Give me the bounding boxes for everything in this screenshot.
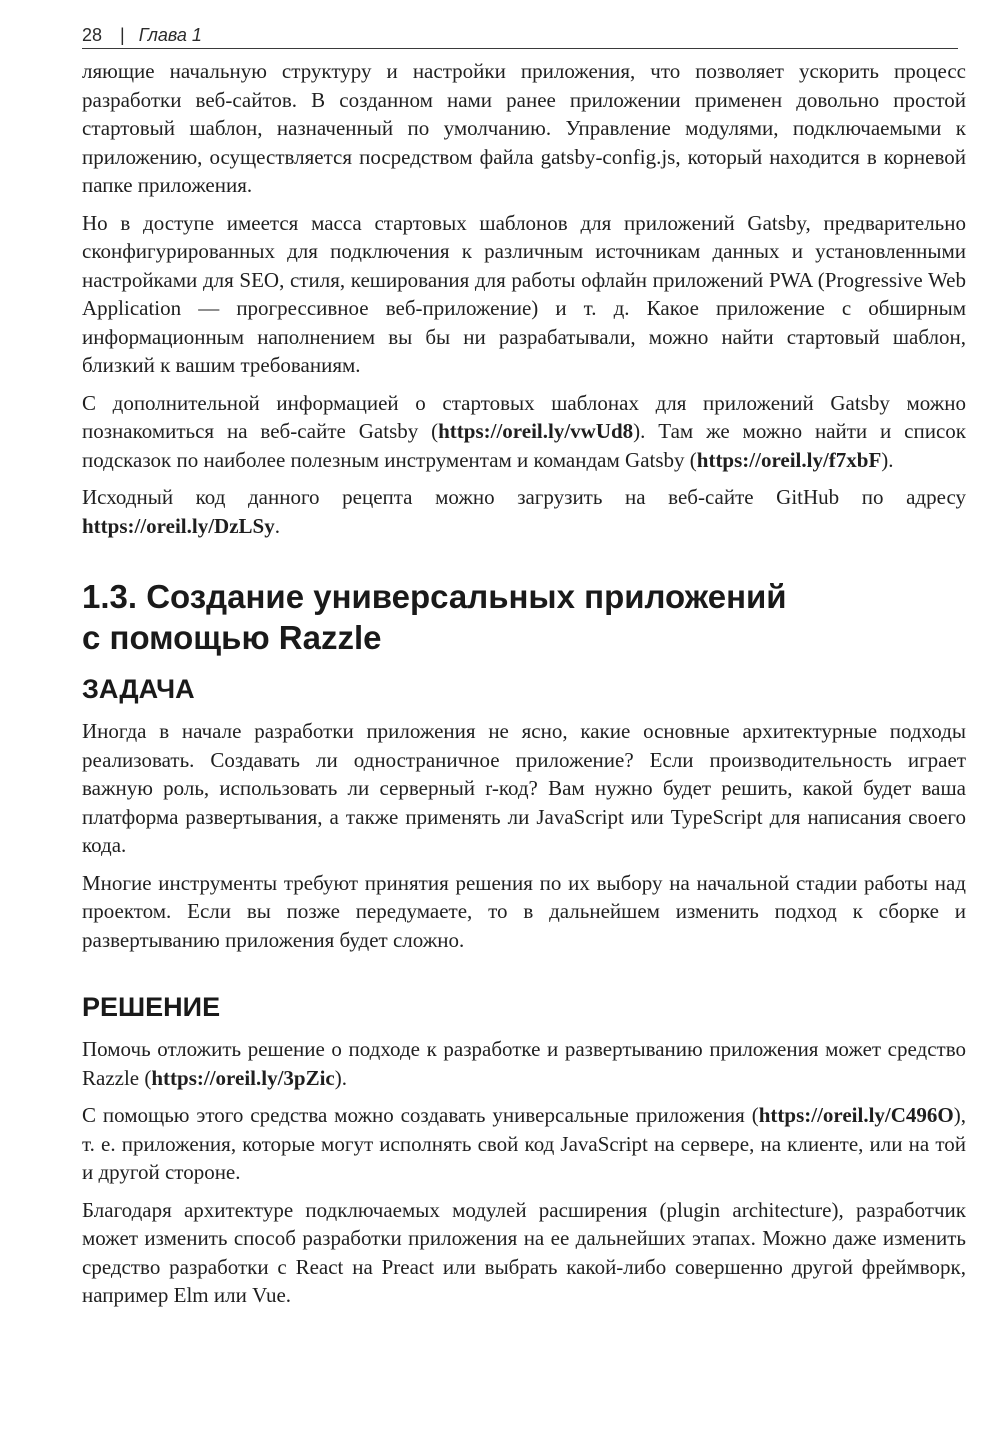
razzle-link[interactable]: https://oreil.ly/3pZic — [151, 1065, 335, 1090]
book-page — [82, 22, 966, 1319]
gatsby-cheatsheet-link[interactable]: https://oreil.ly/f7xbF — [696, 447, 882, 472]
paragraph-text: ). — [334, 1065, 347, 1090]
paragraph: ляющие начальную структуру и настройки приложения, что позволяет ускорить процесс разработки веб-сайтов. В созданном нами ранее приложении применен довольно простой стартовый шаблон, назначенный по умолчанию. Управление модулями, подключаемыми к приложению, осуществляется посредством файла gatsby-config.js, который находится в корневой папке приложения. — [82, 59, 966, 197]
universal-apps-link[interactable]: https://oreil.ly/C496O — [758, 1103, 954, 1127]
paragraph — [82, 1101, 966, 1187]
paragraph: Но в доступе имеется масса стартовых шаблонов для приложений Gatsby, предварительно сконфигурированных для подключения к различным источникам данных и установленными настройками для SEO, стиля, кеширования для работы офлайн приложений PWA (Progressive Web Application — прогрессивное веб-приложение) и т. д. Какое приложение с обширным информационным наполнением вы бы ни разрабатывали, можно найти стартовый шаблон, близкий к вашим требованиям. — [82, 210, 966, 377]
paragraph-text: ), т. е. приложения, которые могут исполнять свой код JavaScript на сервере, на клиенте, или на той и другой стороне. — [82, 1103, 966, 1184]
header-separator: | — [120, 25, 125, 45]
paragraph-text: С помощью этого средства можно создавать универсальные приложения ( — [82, 1103, 759, 1127]
problem-heading: ЗАДАЧА — [82, 674, 195, 704]
paragraph-text: Исходный код данного рецепта можно загрузить на веб-сайте GitHub по адресу — [82, 485, 966, 509]
section-title-line-2: с помощью Razzle — [82, 619, 382, 656]
paragraph: Благодаря архитектуре подключаемых модулей расширения (plugin architecture), разработчик может изменить способ разработки приложения на ее дальнейших этапах. Можно даже изменить средство разработки с React на Preact или выбрать какой-либо совершенно другой фреймворк, например Elm или Vue. — [82, 1197, 966, 1307]
paragraph — [82, 483, 966, 540]
paragraph-text: . — [274, 513, 280, 538]
paragraph: Многие инструменты требуют принятия решения по их выбору на начальной стадии работы над проектом. Если вы позже передумаете, то в дальнейшем изменить подход к сборке и развертыванию приложения будет сложно. — [82, 870, 966, 952]
chapter-title: Глава 1 — [138, 25, 202, 45]
paragraph-text: ). Там же можно найти и список подсказок по наиболее полезным инструментам и командам Gatsby ( — [82, 419, 967, 472]
github-source-link[interactable]: https://oreil.ly/DzLSy — [82, 513, 275, 538]
paragraph-text: Помочь отложить решение о подходе к разработке и развертыванию приложения может средство Razzle ( — [82, 1037, 966, 1090]
paragraph: Иногда в начале разработки приложения не ясно, какие основные архитектурные подходы реализовать. Создавать ли одностраничное приложение? Если производительность играет важную роль, использовать ли серверный r-код? Вам нужно будет решить, какой будет ваша платформа развертывания, а также применять ли JavaScript или TypeScript для написания своего кода. — [82, 719, 966, 857]
paragraph — [82, 1035, 966, 1092]
running-header — [82, 22, 958, 49]
section-title — [82, 576, 966, 658]
section-title-line-1: 1.3. Создание универсальных приложений — [82, 578, 787, 615]
paragraph-text: ). — [881, 447, 894, 472]
page-number: 28 — [82, 25, 103, 45]
paragraph — [82, 389, 966, 475]
solution-heading: РЕШЕНИЕ — [82, 992, 221, 1022]
gatsby-starters-link[interactable]: https://oreil.ly/vwUd8 — [438, 419, 634, 443]
paragraph-text: С дополнительной информацией о стартовых шаблонах для приложений Gatsby можно познакомиться на веб-сайте Gatsby ( — [82, 390, 966, 443]
